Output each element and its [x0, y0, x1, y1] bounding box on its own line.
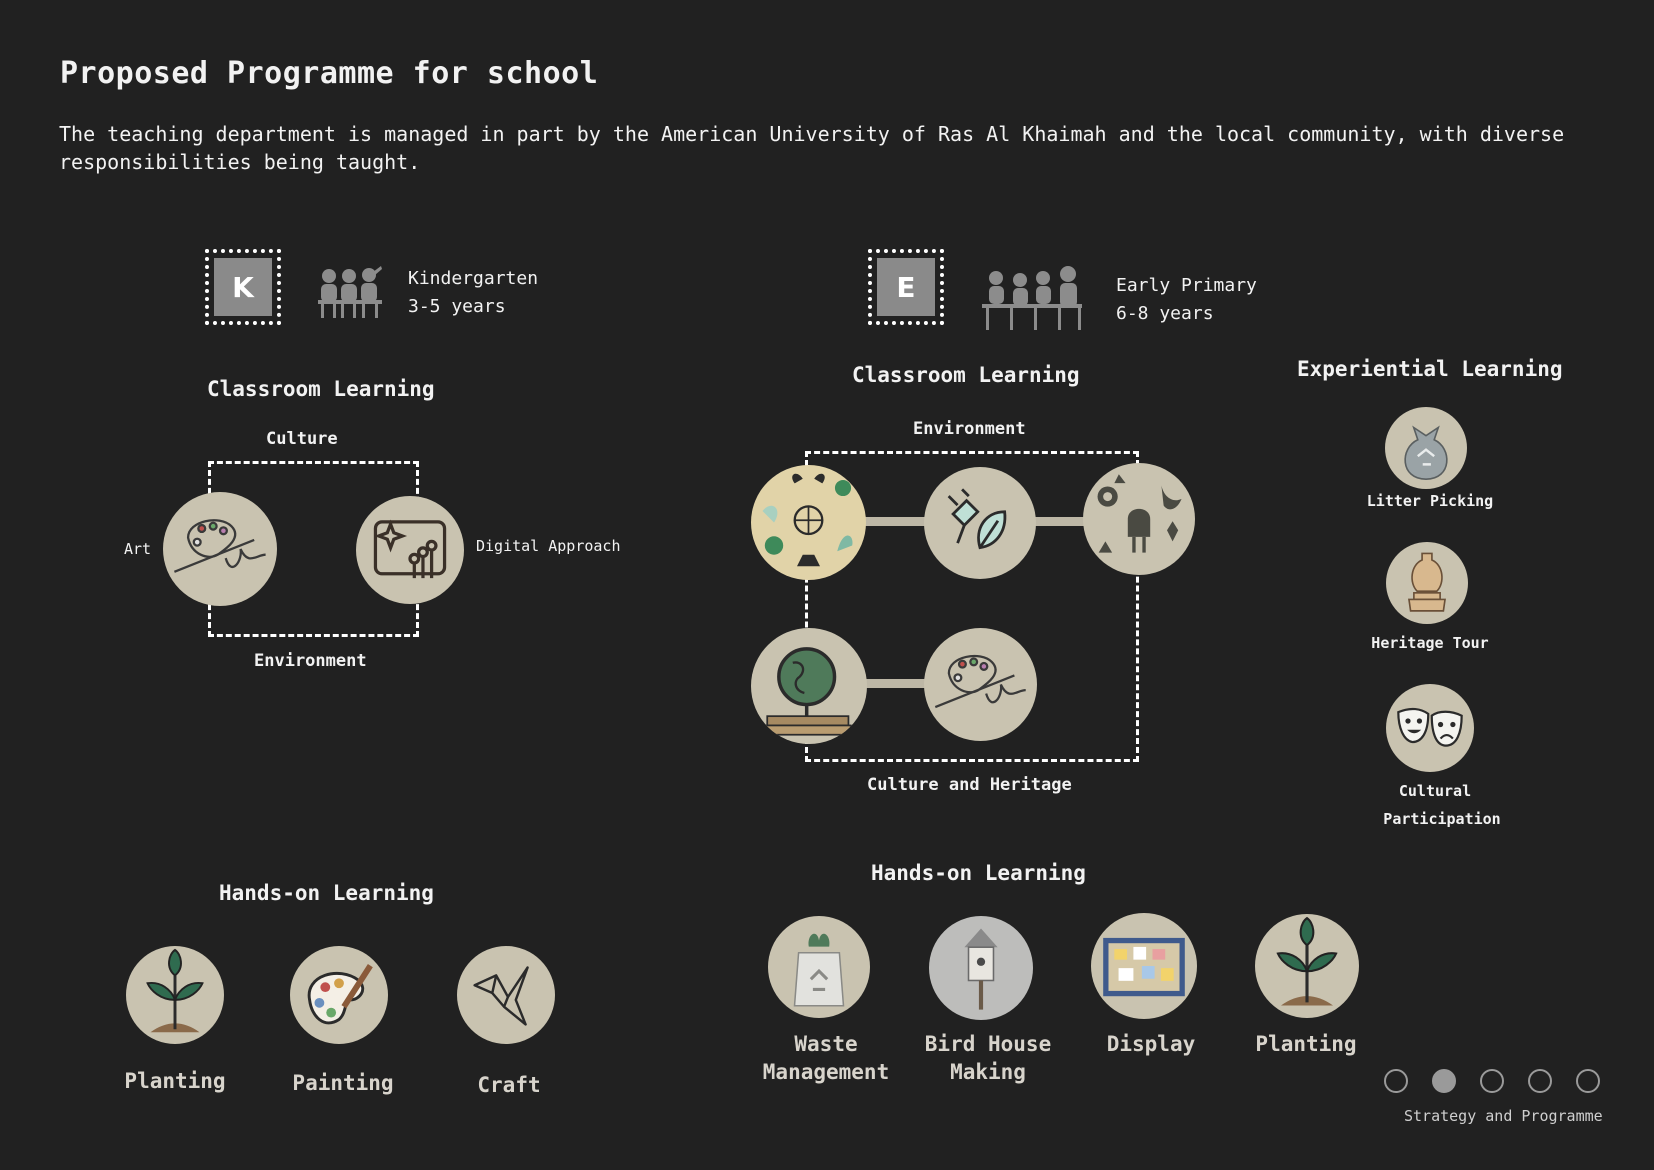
e-hands-on-heading: Hands-on Learning [871, 861, 1086, 885]
e-hands-on-label-planting [1226, 1030, 1386, 1058]
craft-origami-icon [457, 946, 555, 1044]
page-dot-2[interactable] [1432, 1069, 1456, 1093]
page-dot-4[interactable] [1528, 1069, 1552, 1093]
exp-label-participation: Participation [1383, 810, 1501, 828]
exp-label-cultural: Cultural [1398, 782, 1472, 800]
planting-line1: Planting [1255, 1032, 1357, 1056]
k-hands-on-label-painting: Painting [292, 1071, 394, 1095]
children-icon [318, 266, 384, 318]
connector-bottom [862, 679, 930, 688]
digital-board-icon [356, 496, 464, 604]
birdhouse-line1: Bird House [924, 1032, 1052, 1056]
e-environment-label: Environment [913, 419, 1026, 439]
page-dot-5[interactable] [1576, 1069, 1600, 1093]
page-dot-1[interactable] [1384, 1069, 1408, 1093]
page-dot-3[interactable] [1480, 1069, 1504, 1093]
exp-label-heritage: Heritage Tour [1371, 634, 1489, 652]
k-culture-label: Culture [266, 429, 338, 449]
k-art-label: Art [124, 540, 152, 558]
early-primary-name: Early Primary [1116, 275, 1257, 296]
k-hands-on-label-craft: Craft [477, 1073, 541, 1097]
display-line1: Display [1106, 1032, 1196, 1056]
e-hands-on-label-waste [746, 1030, 906, 1086]
heritage-urn-icon [1386, 542, 1468, 624]
kindergarten-badge [205, 249, 281, 325]
planting-icon [126, 946, 224, 1044]
kindergarten-ages: 3-5 years [408, 296, 506, 317]
art-palette-icon [163, 492, 277, 606]
bird-house-icon [929, 916, 1033, 1020]
painting-icon [290, 946, 388, 1044]
waste-line1: Waste [794, 1032, 858, 1056]
globe-books-icon [751, 628, 867, 744]
intro-text: The teaching department is managed in part by the American University of Ras Al Khaimah and the local community, with diverse responsibilities being taught. [59, 122, 1565, 174]
pagination-dots [1384, 1069, 1600, 1093]
early-primary-badge [868, 249, 944, 325]
kindergarten-name: Kindergarten [408, 268, 539, 289]
early-primary-ages: 6-8 years [1116, 303, 1214, 324]
planting-icon-2 [1255, 914, 1359, 1018]
section-label: Strategy and Programme [1404, 1107, 1603, 1125]
heritage-pattern-icon [1083, 463, 1195, 575]
students-icon [980, 266, 1088, 332]
k-environment-label: Environment [254, 651, 367, 671]
e-classroom-heading: Classroom Learning [852, 363, 1080, 387]
litter-bag-icon [1385, 407, 1467, 489]
k-hands-on-heading: Hands-on Learning [219, 881, 434, 905]
kindergarten-badge-letter: K [214, 258, 272, 316]
page-title: Proposed Programme for school [60, 56, 599, 91]
birdhouse-line2: Making [950, 1060, 1026, 1084]
e-hands-on-label-birdhouse [908, 1030, 1068, 1086]
theatre-masks-icon [1386, 684, 1474, 772]
k-hands-on-label-planting: Planting [124, 1069, 226, 1093]
experiential-heading: Experiential Learning [1297, 357, 1563, 381]
nature-globe-icon [751, 465, 866, 580]
early-primary-badge-letter: E [877, 258, 935, 316]
e-culture-heritage-label: Culture and Heritage [867, 775, 1072, 795]
plug-leaf-icon [924, 467, 1036, 579]
display-board-icon [1091, 913, 1197, 1019]
art-palette-icon-2 [924, 628, 1037, 741]
e-hands-on-label-display [1071, 1030, 1231, 1058]
k-digital-label: Digital Approach [476, 537, 621, 555]
exp-label-litter: Litter Picking [1366, 492, 1494, 510]
recycle-bag-icon [768, 916, 870, 1018]
k-classroom-heading: Classroom Learning [207, 377, 435, 401]
waste-line2: Management [762, 1060, 890, 1084]
